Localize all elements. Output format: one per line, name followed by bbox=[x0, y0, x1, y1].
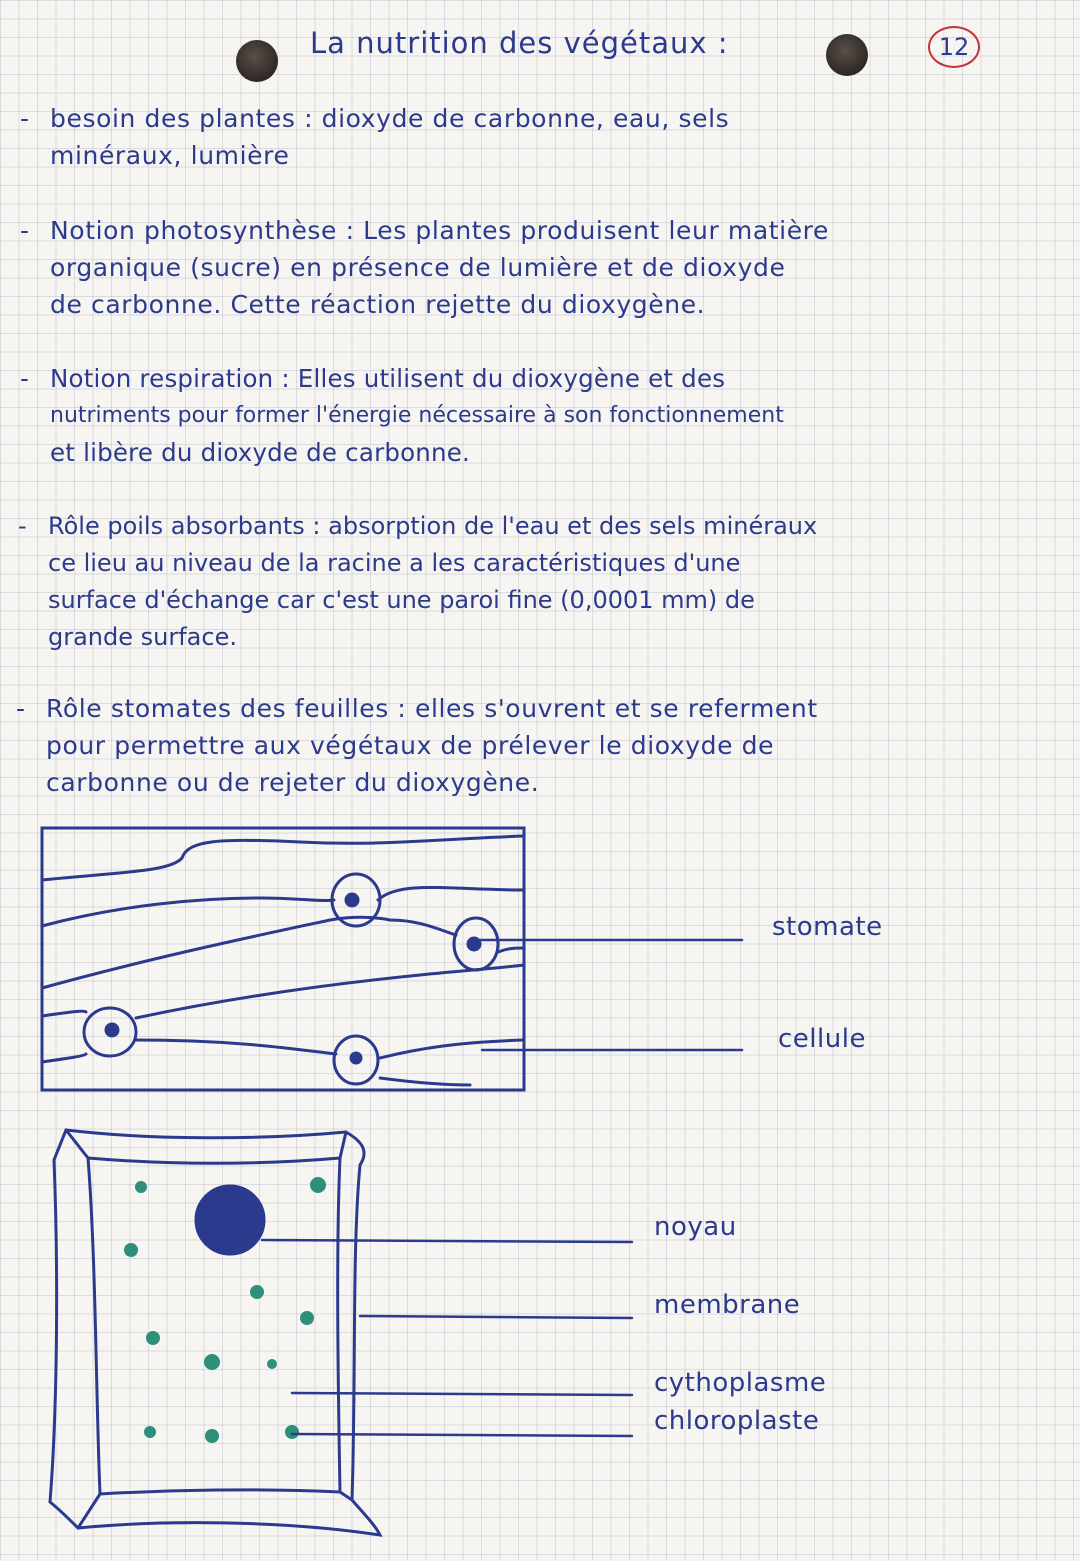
cell-wall bbox=[380, 1078, 470, 1085]
stomate-dot bbox=[351, 1053, 361, 1063]
page-number: 12 bbox=[928, 26, 980, 68]
bullet-dash: - bbox=[16, 694, 26, 723]
cell-corner-lines bbox=[66, 1130, 352, 1528]
chloroplast bbox=[145, 1427, 155, 1437]
cell-wall bbox=[42, 898, 334, 926]
bullet-dash: - bbox=[20, 364, 30, 393]
text-line: pour permettre aux végétaux de prélever le dioxyde de bbox=[46, 731, 775, 760]
label-cellule: cellule bbox=[778, 1024, 866, 1054]
text-line: grande surface. bbox=[48, 623, 237, 651]
label-stomate: stomate bbox=[772, 912, 883, 942]
cell-wall bbox=[136, 965, 524, 1018]
chloroplast bbox=[268, 1360, 276, 1368]
label-line-membrane bbox=[360, 1316, 632, 1318]
chloroplast bbox=[136, 1182, 146, 1192]
stomate-dot bbox=[106, 1024, 118, 1036]
chloroplast bbox=[251, 1286, 263, 1298]
text-line: Rôle stomates des feuilles : elles s'ouvrent et se referment bbox=[46, 694, 818, 723]
chloroplast bbox=[301, 1312, 313, 1324]
cell-wall bbox=[42, 836, 524, 880]
bullet-dash: - bbox=[20, 216, 30, 245]
label-cytoplasme: cythoplasme bbox=[654, 1368, 827, 1398]
text-line: ce lieu au niveau de la racine a les caractéristiques d'une bbox=[48, 549, 741, 577]
chloroplast bbox=[147, 1332, 159, 1344]
cell-wall bbox=[42, 1011, 86, 1016]
text-line: surface d'échange car c'est une paroi fine (0,0001 mm) de bbox=[48, 586, 755, 614]
cell-wall bbox=[378, 888, 524, 901]
label-membrane: membrane bbox=[654, 1290, 801, 1320]
plant-cell-diagram bbox=[50, 1130, 632, 1535]
cell-wall bbox=[136, 1040, 336, 1054]
chloroplast bbox=[125, 1244, 137, 1256]
text-line: besoin des plantes : dioxyde de carbonne, eau, sels bbox=[50, 104, 730, 133]
page-title: La nutrition des végétaux : bbox=[310, 26, 729, 60]
chloroplast bbox=[286, 1426, 298, 1438]
text-line: nutriments pour former l'énergie nécessaire à son fonctionnement bbox=[50, 403, 784, 428]
label-line-noyau bbox=[262, 1240, 632, 1242]
cell-wall bbox=[498, 948, 524, 952]
label-line-cytoplasme bbox=[292, 1393, 632, 1395]
leaf-frame bbox=[42, 828, 524, 1090]
text-line: de carbonne. Cette réaction rejette du dioxygène. bbox=[50, 290, 706, 319]
text-line: et libère du dioxyde de carbonne. bbox=[50, 438, 471, 467]
bullet-dash: - bbox=[18, 512, 27, 540]
chloroplast bbox=[311, 1178, 325, 1192]
text-line: Notion respiration : Elles utilisent du dioxygène et des bbox=[50, 364, 726, 393]
chloroplast bbox=[205, 1355, 219, 1369]
bullet-dash: - bbox=[20, 104, 30, 133]
label-chloroplaste: chloroplaste bbox=[654, 1406, 820, 1436]
text-line: Notion photosynthèse : Les plantes produisent leur matière bbox=[50, 216, 829, 245]
text-line: carbonne ou de rejeter du dioxygène. bbox=[46, 768, 540, 797]
stomate-dot bbox=[346, 894, 358, 906]
cell-wall bbox=[42, 1054, 86, 1062]
label-line-chloroplaste bbox=[292, 1434, 632, 1436]
text-line: organique (sucre) en présence de lumière et de dioxyde bbox=[50, 253, 786, 282]
chloroplast bbox=[206, 1430, 218, 1442]
text-line: Rôle poils absorbants : absorption de l'eau et des sels minéraux bbox=[48, 512, 818, 540]
leaf-epidermis-diagram bbox=[42, 828, 742, 1090]
nucleus bbox=[196, 1186, 264, 1254]
label-noyau: noyau bbox=[654, 1212, 737, 1242]
text-line: minéraux, lumière bbox=[50, 141, 290, 170]
